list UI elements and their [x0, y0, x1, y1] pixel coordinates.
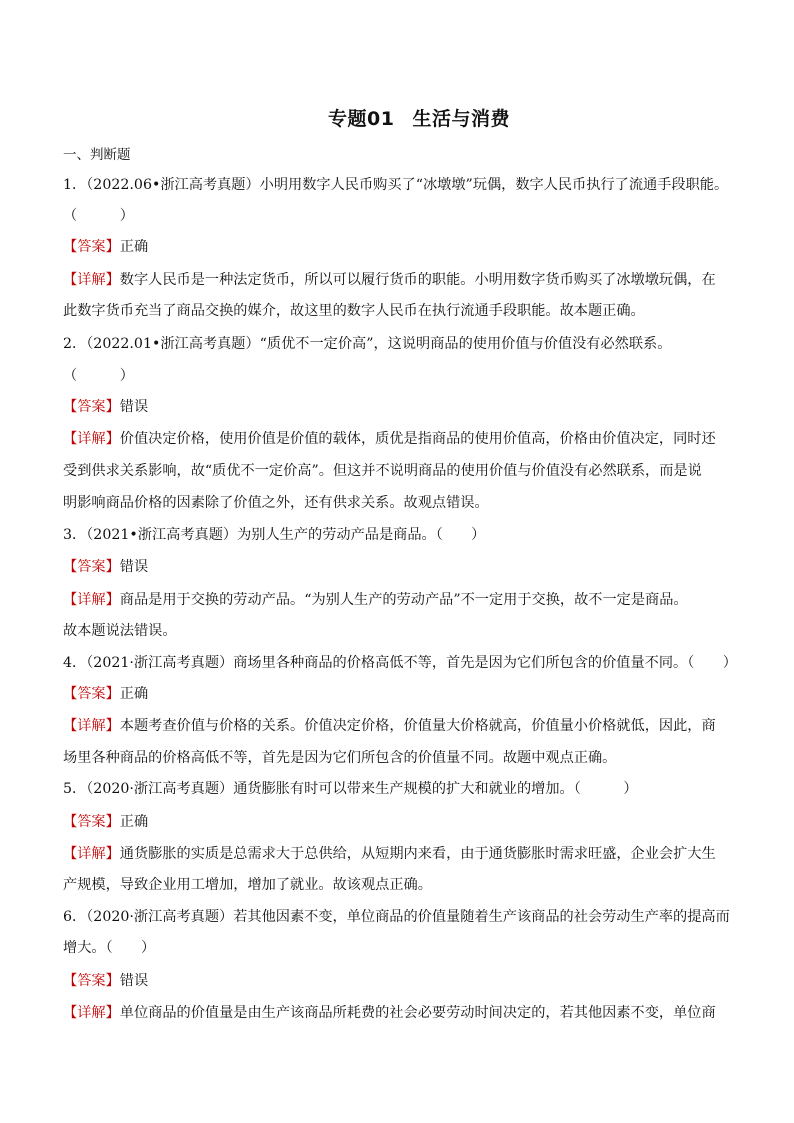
detail-4-line-2: 场里各种商品的价格高低不等，首先是因为它们所包含的价值量不同。故题中观点正确。 [63, 750, 617, 766]
question-2-blank: （ ） [63, 368, 134, 384]
detail-2-line-2: 受到供求关系影响，故“质优不一定价高”。但这并不说明商品的使用价值与价值没有必然联系，而是说 [63, 463, 702, 479]
answer-tag: 【答案】 [63, 973, 120, 989]
answer-3-value: 错误 [119, 559, 149, 575]
answer-tag: 【答案】 [63, 399, 120, 415]
question-5-text: 5．（2020·浙江高考真题）通货膨胀有时可以带来生产规模的扩大和就业的增加。（ ） [63, 781, 638, 797]
answer-5 [63, 812, 148, 832]
detail-tag: 【详解】 [63, 592, 120, 608]
detail-tag: 【详解】 [63, 1005, 120, 1021]
title-topic: 生活与消费 [412, 108, 510, 130]
answer-tag: 【答案】 [63, 559, 120, 575]
question-1-text: 1．（2022.06•浙江高考真题）小明用数字人民币购买了“冰墩墩”玩偶，数字人民币执行了流通手段职能。 [63, 177, 729, 193]
question-2-text: 2．（2022.01•浙江高考真题）“质优不一定价高”，这说明商品的使用价值与价值没有必然联系。 [63, 336, 672, 352]
detail-1-line-1: 【详解】数字人民币是一种法定货币，所以可以履行货币的职能。小明用数字货币购买了冰墩墩玩偶，在 [63, 272, 716, 288]
detail-4-line-1: 【详解】本题考查价值与价格的关系。价值决定价格，价值量大价格就高，价值量小价格就低，因此，商 [63, 718, 716, 734]
detail-6-line-1: 【详解】单位商品的价值量是由生产该商品所耗费的社会必要劳动时间决定的，若其他因素不变，单位商 [63, 1005, 716, 1021]
answer-1-value: 正确 [119, 239, 149, 255]
answer-6-value: 错误 [119, 973, 149, 989]
title-number: 专题01 [328, 108, 395, 130]
detail-tag: 【详解】 [63, 718, 120, 734]
question-3-text: 3．（2021•浙江高考真题）为别人生产的劳动产品是商品。（ ） [63, 527, 486, 543]
question-4-text: 4．（2021·浙江高考真题）商场里各种商品的价格高低不等，首先是因为它们所包含的价值量不同。（ ） [63, 655, 737, 671]
section-heading: 一、判断题 [63, 147, 131, 163]
detail-2-line-1: 【详解】价值决定价格，使用价值是价值的载体，质优是指商品的使用价值高，价格由价值决定，同时还 [63, 431, 716, 447]
detail-3-line-1: 【详解】商品是用于交换的劳动产品。“为别人生产的劳动产品”不一定用于交换，故不一定是商品。 [63, 592, 688, 608]
detail-1-line-2: 此数字货币充当了商品交换的媒介，故这里的数字人民币在执行流通手段职能。故本题正确。 [63, 303, 645, 319]
answer-5-value: 正确 [119, 814, 149, 830]
question-6-line-2: 增大。（ ） [63, 940, 156, 956]
answer-tag: 【答案】 [63, 814, 120, 830]
question-1-blank: （ ） [63, 208, 134, 224]
answer-3 [63, 557, 148, 577]
detail-2-line-3: 明影响商品价格的因素除了价值之外，还有供求关系。故观点错误。 [63, 495, 489, 511]
answer-tag: 【答案】 [63, 686, 120, 702]
answer-6 [63, 971, 148, 991]
answer-tag: 【答案】 [63, 239, 120, 255]
answer-4 [63, 684, 148, 704]
answer-4-value: 正确 [119, 686, 149, 702]
detail-5-line-2: 产规模，导致企业用工增加，增加了就业。故该观点正确。 [63, 877, 432, 893]
detail-5-line-1: 【详解】通货膨胀的实质是总需求大于总供给，从短期内来看，由于通货膨胀时需求旺盛，企业会扩大生 [63, 846, 716, 862]
detail-tag: 【详解】 [63, 846, 120, 862]
answer-1 [63, 237, 148, 257]
page-title [0, 104, 794, 131]
question-6-text: 6．（2020·浙江高考真题）若其他因素不变，单位商品的价值量随着生产该商品的社会劳动生产率的提高而 [63, 909, 730, 925]
answer-2 [63, 397, 148, 417]
detail-3-line-2: 故本题说法错误。 [63, 623, 177, 639]
detail-tag: 【详解】 [63, 431, 120, 447]
detail-tag: 【详解】 [63, 272, 120, 288]
answer-2-value: 错误 [119, 399, 149, 415]
